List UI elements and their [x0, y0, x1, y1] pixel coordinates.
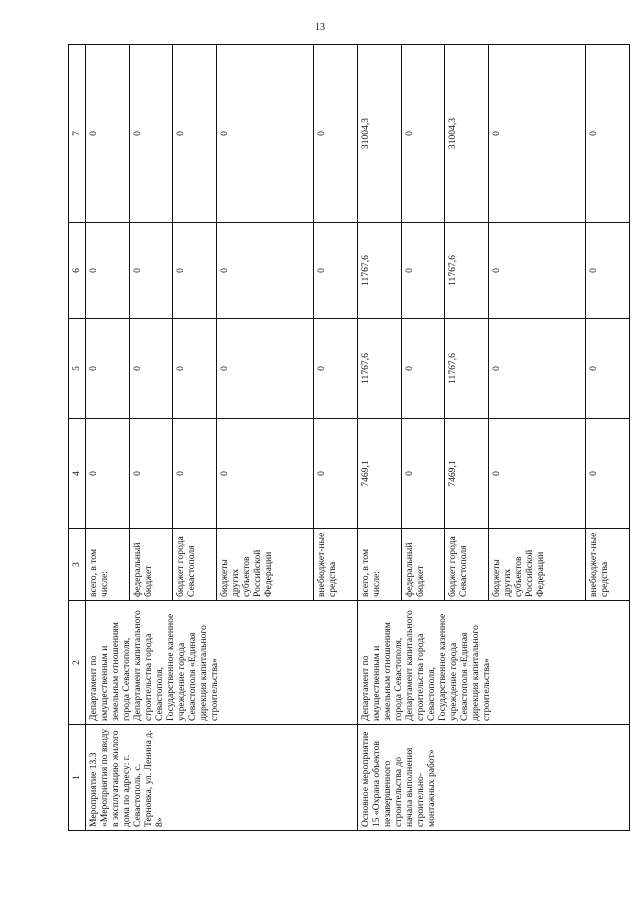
value-cell: 31004,3: [445, 45, 489, 223]
value-cell: 0: [173, 419, 217, 529]
value-cell: 0: [86, 223, 130, 319]
measure-executor: Департамент по имущественным и земельным отношениям города Севастополя, Департамент капитального строительства города Севастополя, Государственное казенное учреждение города Севастополя «Единая дирекция капитального строительства»: [86, 601, 358, 725]
value-cell: 0: [489, 223, 586, 319]
value-cell: 0: [217, 319, 314, 419]
value-cell: 7469,1: [357, 419, 401, 529]
funding-source: бюджеты других субъектов Российской Федерации: [217, 529, 314, 601]
funding-source: федеральный бюджет: [401, 529, 445, 601]
value-cell: 31004,3: [357, 45, 401, 223]
value-cell: 0: [86, 319, 130, 419]
table-frame: [68, 45, 630, 831]
funding-source: федеральный бюджет: [129, 529, 173, 601]
measure-name: Основное мероприятие 15 «Охрана объектов незавершенного строительства до начала выполнения строительно-монтажных работ»: [357, 725, 629, 831]
value-cell: 11767,6: [445, 223, 489, 319]
funding-table: [68, 44, 630, 831]
value-cell: 0: [217, 223, 314, 319]
value-cell: 0: [489, 45, 586, 223]
value-cell: 0: [173, 45, 217, 223]
value-cell: 0: [401, 45, 445, 223]
value-cell: 0: [129, 319, 173, 419]
value-cell: 0: [314, 45, 358, 223]
page-number: 13: [315, 22, 325, 33]
value-cell: 0: [401, 319, 445, 419]
value-cell: 0: [129, 419, 173, 529]
value-cell: 0: [314, 319, 358, 419]
header-col-4: 4: [69, 419, 86, 529]
header-col-1: 1: [69, 725, 86, 831]
value-cell: 0: [173, 223, 217, 319]
value-cell: 0: [217, 419, 314, 529]
funding-source: бюджет города Севастополя: [173, 529, 217, 601]
header-col-7: 7: [69, 45, 86, 223]
value-cell: 0: [586, 319, 630, 419]
table-row: [86, 45, 130, 831]
funding-source: внебюджет-ные средства: [314, 529, 358, 601]
value-cell: 0: [489, 319, 586, 419]
value-cell: 0: [314, 223, 358, 319]
measure-name: Мероприятие 13.3 «Мероприятия по вводу в эксплуатацию жилого дома по адресу: г. Севастополь, с. Терновка, ул. Ленина д. 8»: [86, 725, 358, 831]
value-cell: 0: [314, 419, 358, 529]
value-cell: 0: [586, 419, 630, 529]
funding-source: всего, в том числе:: [86, 529, 130, 601]
value-cell: 11767,6: [445, 319, 489, 419]
value-cell: 0: [401, 223, 445, 319]
value-cell: 0: [86, 419, 130, 529]
funding-source: всего, в том числе:: [357, 529, 401, 601]
funding-source: бюджеты других субъектов Российской Федерации: [489, 529, 586, 601]
measure-executor: Департамент по имущественным и земельным отношениям города Севастополя, Департамент капитального строительства города Севастополя, Государственное казенное учреждение города Севастополя «Единая дирекция капитального строительства»: [357, 601, 629, 725]
funding-source: внебюджет-ные средства: [586, 529, 630, 601]
value-cell: 0: [129, 223, 173, 319]
value-cell: 0: [489, 419, 586, 529]
value-cell: 0: [129, 45, 173, 223]
value-cell: 0: [586, 223, 630, 319]
header-col-3: 3: [69, 529, 86, 601]
value-cell: 0: [86, 45, 130, 223]
header-row: [69, 45, 86, 831]
value-cell: 11767,6: [357, 319, 401, 419]
value-cell: 0: [173, 319, 217, 419]
header-col-6: 6: [69, 223, 86, 319]
rotated-content: [68, 45, 630, 831]
value-cell: 0: [217, 45, 314, 223]
header-col-5: 5: [69, 319, 86, 419]
value-cell: 0: [586, 45, 630, 223]
table-row: [357, 45, 401, 831]
value-cell: 11767,6: [357, 223, 401, 319]
value-cell: 7469,1: [445, 419, 489, 529]
value-cell: 0: [401, 419, 445, 529]
funding-source: бюджет города Севастополя: [445, 529, 489, 601]
header-col-2: 2: [69, 601, 86, 725]
